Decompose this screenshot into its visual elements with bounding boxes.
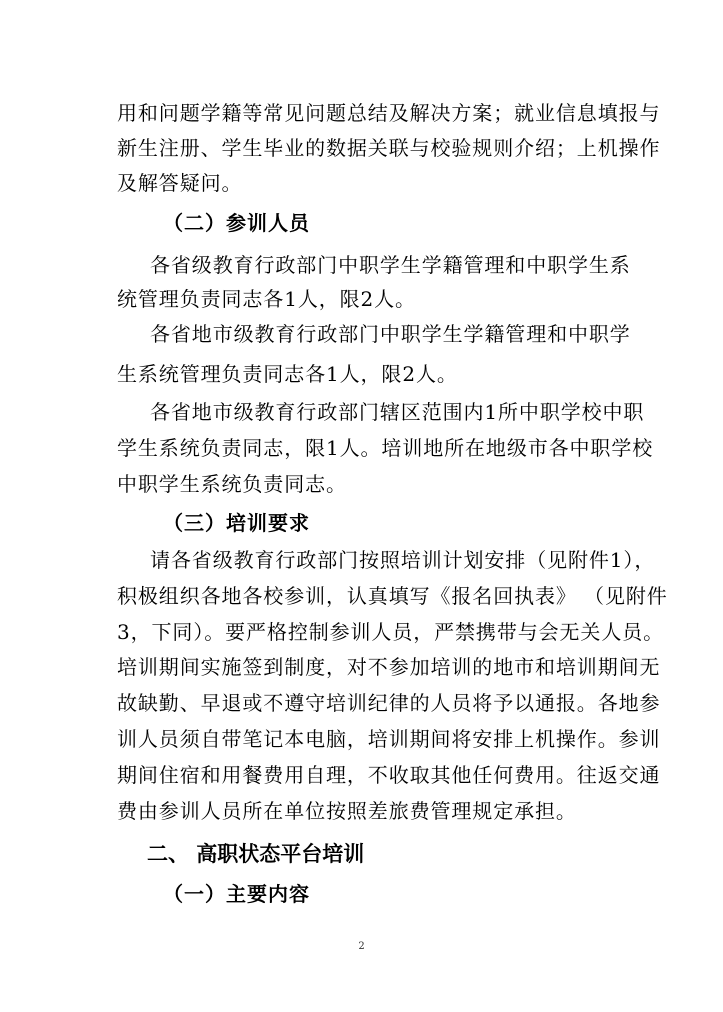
- paragraph-line: 训人员须自带笔记本电脑，培训期间将安排上机操作。参训: [117, 727, 661, 751]
- paragraph-line: 培训期间实施签到制度，对不参加培训的地市和培训期间无: [117, 655, 661, 679]
- paragraph-line: 期间住宿和用餐费用自理，不收取其他任何费用。往返交通: [117, 763, 661, 787]
- paragraph-line: 生系统管理负责同志各1人，限2人。: [117, 362, 458, 386]
- paragraph-line: 请各省级教育行政部门按照培训计划安排（见附件1），: [150, 548, 656, 572]
- paragraph-line: 用和问题学籍等常见问题总结及解决方案；就业信息填报与: [117, 101, 661, 125]
- paragraph-line: 各省级教育行政部门中职学生学籍管理和中职学生系: [150, 253, 631, 277]
- section-heading: 二、 高职状态平台培训: [147, 842, 365, 866]
- paragraph-line: 中职学生系统负责同志。: [117, 472, 347, 496]
- paragraph-line: 费由参训人员所在单位按照差旅费管理规定承担。: [117, 799, 577, 823]
- paragraph-line: 各省地市级教育行政部门辖区范围内1所中职学校中职: [150, 400, 645, 424]
- paragraph-line: 积极组织各地各校参训，认真填写《报名回执表》 （见附件: [117, 584, 668, 608]
- subsection-heading-participants: （二）参训人员: [163, 211, 310, 235]
- paragraph-line: 各省地市级教育行政部门中职学生学籍管理和中职学: [150, 322, 631, 346]
- paragraph-line: 及解答疑问。: [117, 171, 243, 195]
- paragraph-line: 故缺勤、早退或不遵守培训纪律的人员将予以通报。各地参: [117, 691, 661, 715]
- paragraph-line: 学生系统负责同志，限1人。培训地所在地级市各中职学校: [117, 436, 654, 460]
- page-number: 2: [358, 941, 365, 952]
- subsection-heading-requirements: （三）培训要求: [163, 511, 310, 535]
- paragraph-line: 3，下同）。要严格控制参训人员，严禁携带与会无关人员。: [117, 620, 665, 644]
- paragraph-line: 统管理负责同志各1人，限2人。: [117, 287, 416, 311]
- paragraph-line: 新生注册、学生毕业的数据关联与校验规则介绍；上机操作: [117, 136, 661, 160]
- subsection-heading-content: （一）主要内容: [163, 882, 310, 906]
